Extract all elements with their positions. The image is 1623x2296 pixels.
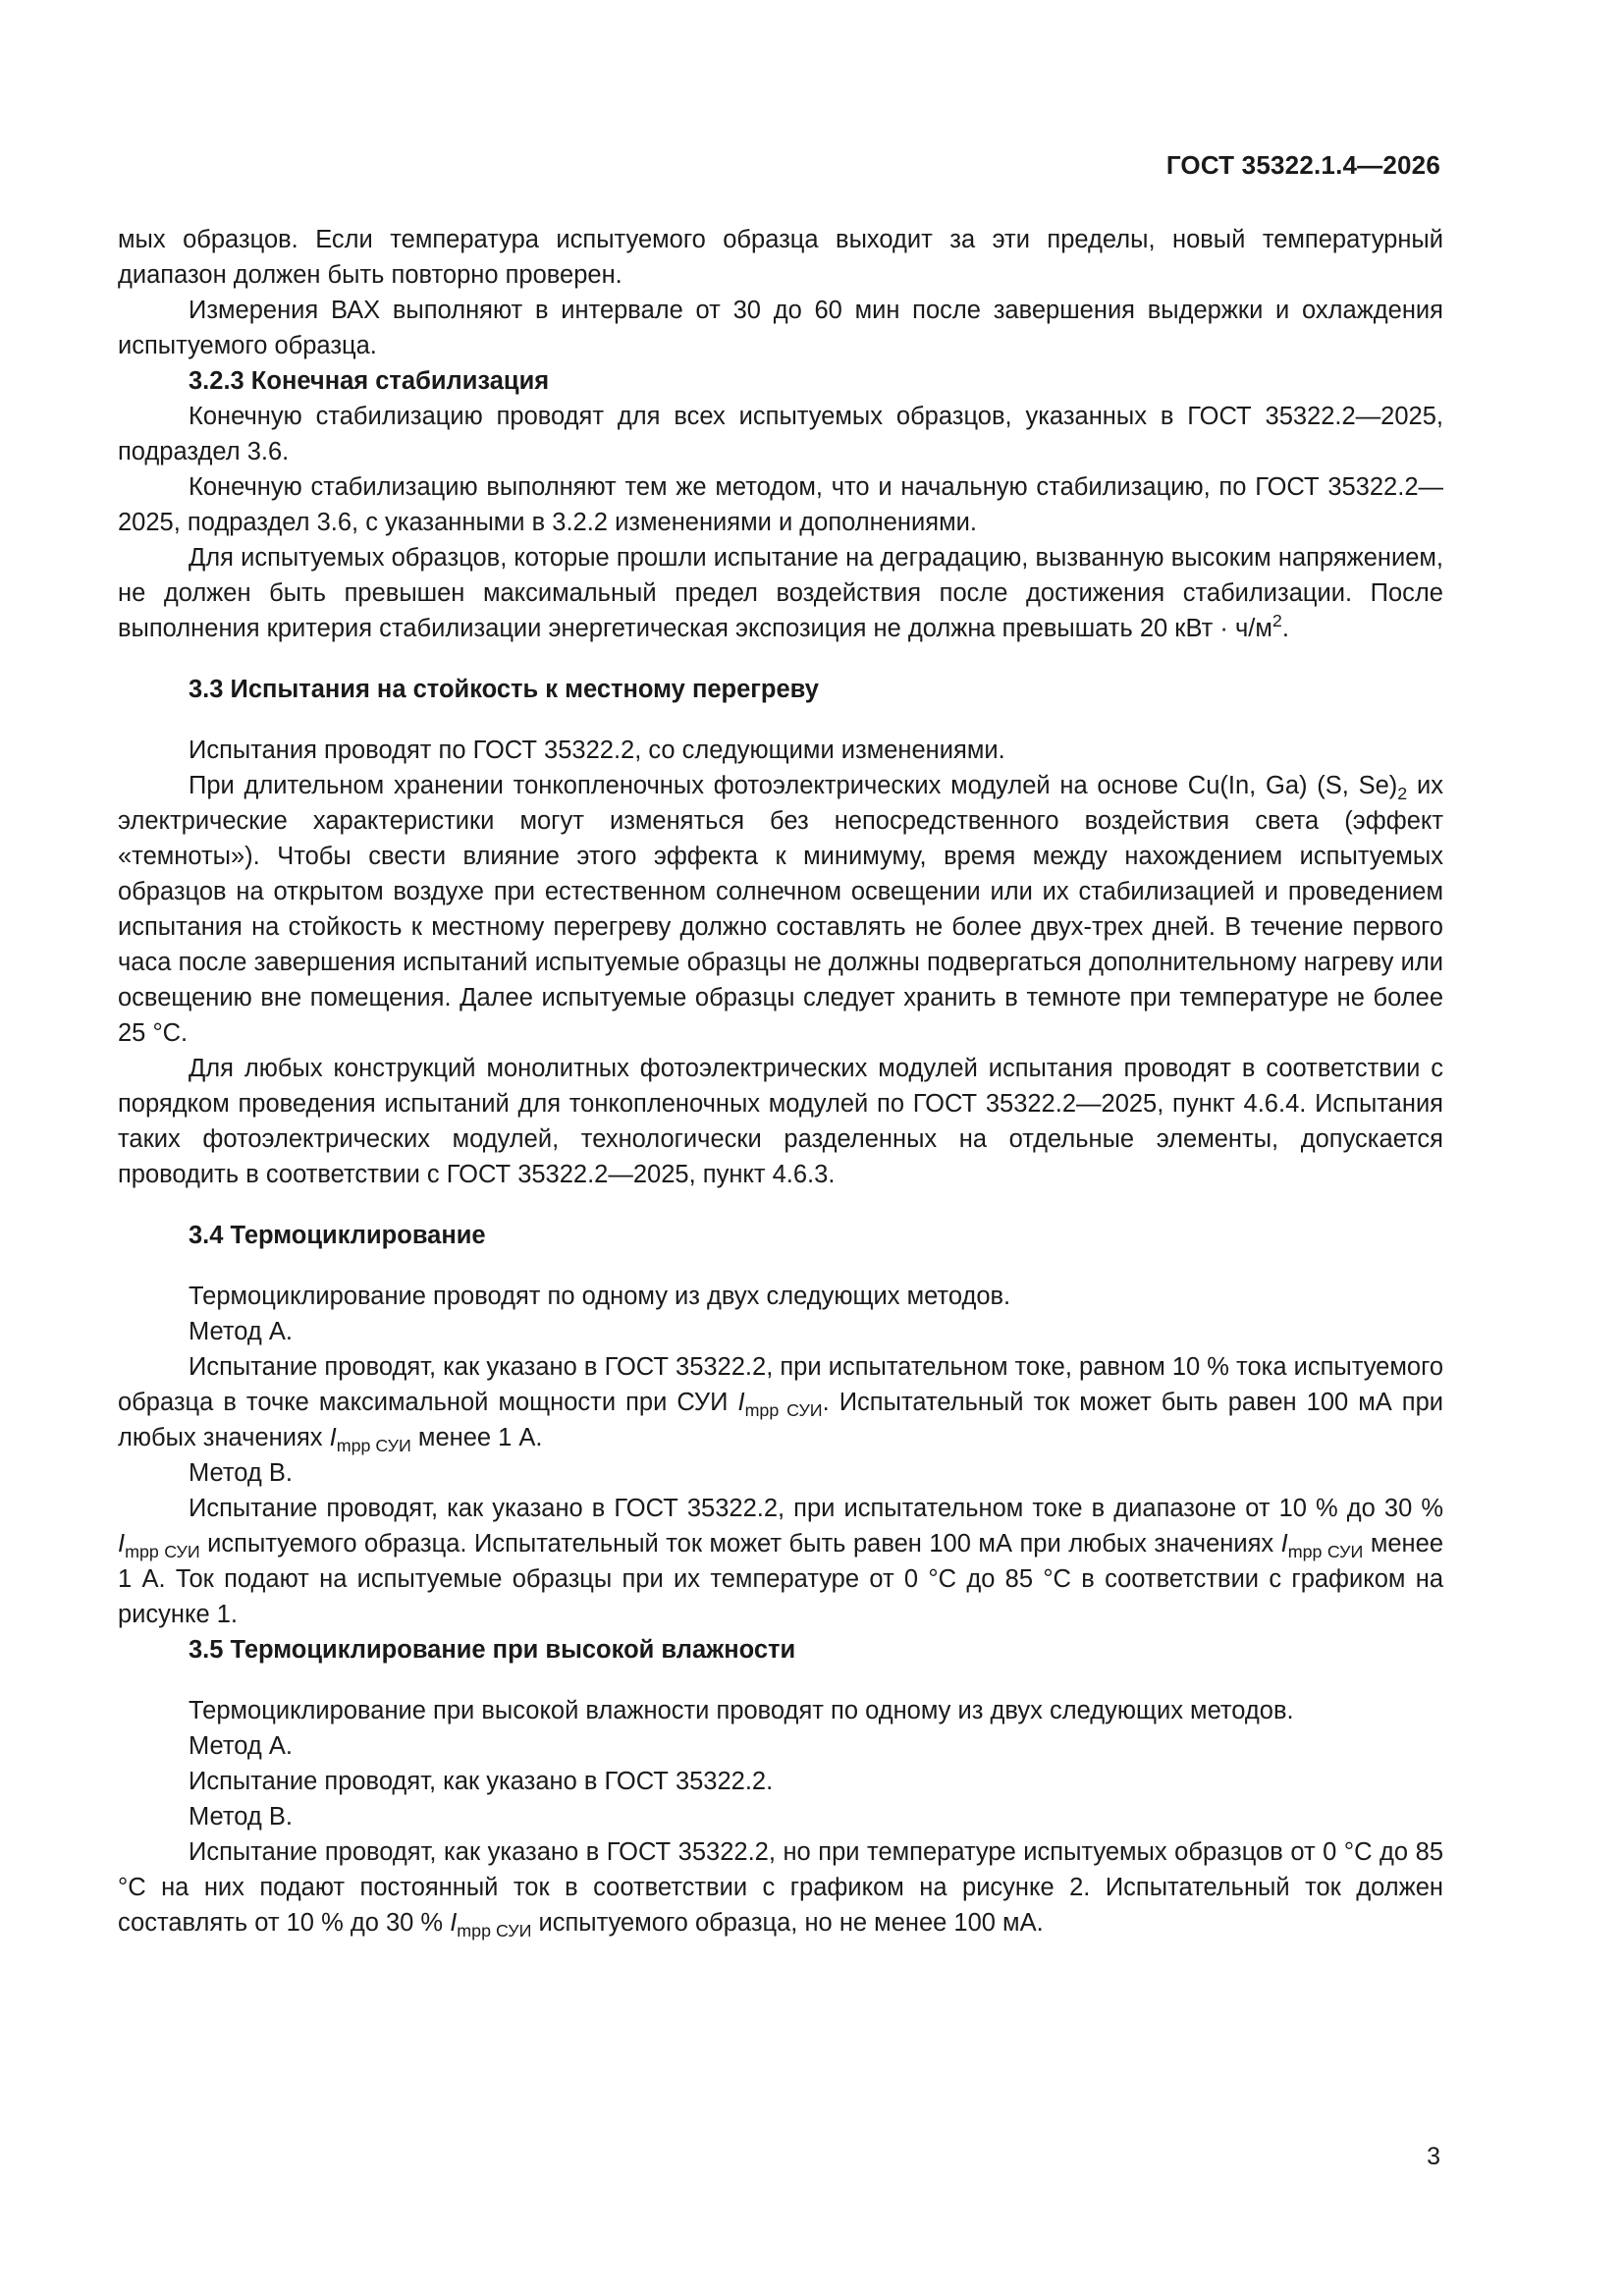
paragraph-text: Термоциклирование при высокой влажности проводят по одному из двух следующих методов. [189, 1697, 1294, 1724]
document-code-header: ГОСТ 35322.1.4—2026 [1165, 150, 1440, 180]
paragraph [118, 1279, 1443, 1314]
superscript: 2 [1271, 611, 1282, 631]
paragraph [118, 540, 1443, 646]
section-heading [118, 363, 1443, 399]
paragraph-text: Конечную стабилизацию выполняют тем же методом, что и начальную стабилизацию, по ГОСТ 35322.2—2025, подраздел 3.6, с указанными в 3.2.2 изменениями и дополнениями. [118, 473, 1443, 536]
paragraph [118, 399, 1443, 469]
paragraph-text: Метод А. [189, 1318, 293, 1345]
paragraph: Испытание проводят, как указано в ГОСТ 35322.2, при испытательном токе, равном 10 % тока испытуемого образца в точке максимальной мощности при СУИ $I_{mpp СУИ}$. Испытательный ток может быть равен 100 мА при любых значениях $I_{mpp СУИ}$ менее 1 А. [118, 1353, 1443, 1456]
paragraph-text: 3.4 Термоциклирование [189, 1222, 486, 1249]
subscript: 2 [1397, 784, 1408, 804]
paragraph [118, 1051, 1443, 1192]
section-heading [118, 1218, 1443, 1253]
paragraph-text: Метод А. [189, 1732, 293, 1760]
paragraph [118, 1728, 1443, 1764]
paragraph [118, 733, 1443, 768]
paragraph-text: Испытания проводят по ГОСТ 35322.2, со следующими изменениями. [189, 737, 1005, 764]
section-heading [118, 672, 1443, 707]
paragraph-text: Термоциклирование проводят по одному из двух следующих методов. [189, 1283, 1011, 1310]
paragraph [118, 1799, 1443, 1834]
paragraph [118, 1455, 1443, 1491]
paragraph [118, 293, 1443, 363]
paragraph-text: Для испытуемых образцов, которые прошли испытание на деградацию, вызванную высоким напряжением, не должен быть превышен максимальный предел воздействия после достижения стабилизации. После выполнения критерия стабилизации энергетическая экспозиция не должна превышать 20 кВт · ч/м [118, 544, 1443, 642]
paragraph-text: 3.2.3 Конечная стабилизация [189, 367, 550, 395]
paragraph [118, 768, 1443, 1051]
document-body [118, 222, 1443, 1941]
paragraph [118, 222, 1443, 293]
paragraph-text: Метод В. [189, 1459, 293, 1487]
paragraph-text: Конечную стабилизацию проводят для всех испытуемых образцов, указанных в ГОСТ 35322.2—2025, подраздел 3.6. [118, 403, 1443, 465]
page-number: 3 [1427, 2143, 1440, 2170]
paragraph-text: При длительном хранении тонкопленочных фотоэлектрических модулей на основе Cu(In, Ga) (S, Se) [189, 772, 1398, 799]
paragraph-text: Испытание проводят, как указано в ГОСТ 35322.2. [189, 1768, 774, 1795]
paragraph: Испытание проводят, как указано в ГОСТ 35322.2, при испытательном токе в диапазоне от 10 % до 30 % $I_{mpp СУИ}$ испытуемого образца. Испытательный ток может быть равен 100 мА при любых значениях $I_{mpp СУИ}$ менее 1 А. Ток подают на испытуемые образцы при их температуре от 0 °С до 85 °С в соответствии с графиком на рисунке 1. [118, 1495, 1443, 1628]
paragraph-text: Для любых конструкций монолитных фотоэлектрических модулей испытания проводят в соответствии с порядком проведения испытаний для тонкопленочных модулей по ГОСТ 35322.2—2025, пункт 4.6.4. Испытания таких фотоэлектрических модулей, технологически разделенных на отдельные элементы, допускается проводить в соответствии с ГОСТ 35322.2—2025, пункт 4.6.3. [118, 1055, 1443, 1188]
paragraph: Испытание проводят, как указано в ГОСТ 35322.2, но при температуре испытуемых образцов от 0 °С до 85 °С на них подают постоянный ток в соответствии с графиком на рисунке 2. Испытательный ток должен составлять от 10 % до 30 % $I_{mpp СУИ}$ испытуемого образца, но не менее 100 мА. [118, 1838, 1443, 1941]
paragraph-text: Измерения ВАХ выполняют в интервале от 30 до 60 мин после завершения выдержки и охлаждения испытуемого образца. [118, 297, 1443, 359]
paragraph [118, 1764, 1443, 1799]
paragraph [118, 1693, 1443, 1728]
paragraph [118, 1314, 1443, 1349]
paragraph-text: мых образцов. Если температура испытуемого образца выходит за эти пределы, новый температурный диапазон должен быть повторно проверен. [118, 226, 1443, 289]
paragraph [118, 469, 1443, 540]
paragraph-text: 3.5 Термоциклирование при высокой влажности [189, 1636, 796, 1664]
paragraph-text-tail: их электрические характеристики могут изменяться без непосредственного воздействия света (эффект «темноты»). Чтобы свести влияние этого эффекта к минимуму, время между нахождением испытуемых образцов на открытом воздухе при естественном солнечном освещении или их стабилизацией и проведением испытания на стойкость к местному перегреву должно составлять не более двух-трех дней. В течение первого часа после завершения испытаний испытуемые образцы не должны подвергаться дополнительному нагреву или освещению вне помещения. Далее испытуемые образцы следует хранить в темноте при температуре не более 25 °С. [118, 772, 1443, 1047]
section-heading [118, 1632, 1443, 1667]
paragraph-text: Метод В. [189, 1803, 293, 1831]
paragraph-text: 3.3 Испытания на стойкость к местному перегреву [189, 676, 819, 703]
paragraph-text-tail: . [1281, 615, 1289, 642]
